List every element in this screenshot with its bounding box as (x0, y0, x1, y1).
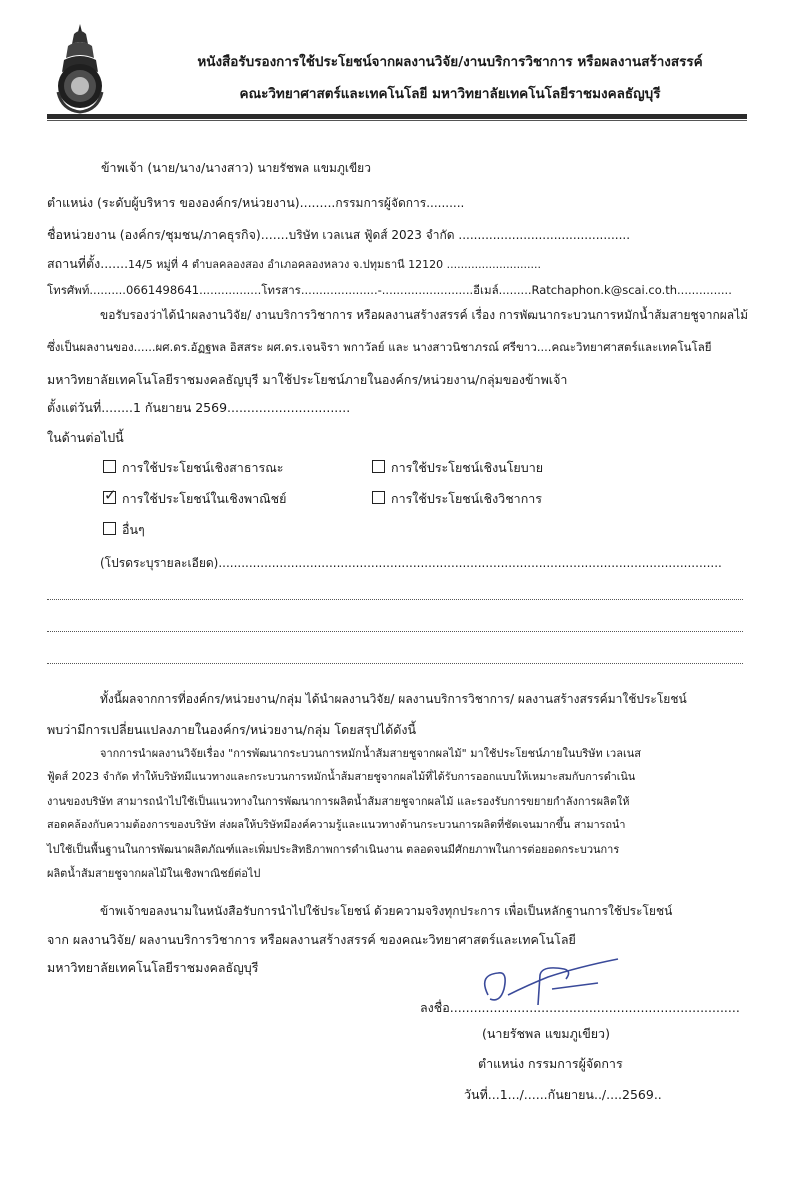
summary-body-line: ฟู้ดส์ 2023 จำกัด ทำให้บริษัทมีแนวทางและกระบวนการหมักน้ำส้มสายชูจากผลไม้ที่ได้รับการออกแบบให้เหมาะสมกับการดำเนิน (47, 770, 636, 783)
address-value[interactable]: 14/5 หมู่ที่ 4 ตำบลคลองสอง อำเภอคลองหลวง จ.ปทุมธานี 12120 ........................... (128, 258, 542, 271)
option-public-label: การใช้ประโยชน์เชิงสาธารณะ (122, 460, 284, 475)
closing-line-1: ข้าพเจ้าขอลงนามในหนังสือรับการนำไปใช้ประโยชน์ ด้วยความจริงทุกประการ เพื่อเป็นหลักฐานการใช้ประโยชน์ (100, 904, 673, 918)
summary-body-line: สอดคล้องกับความต้องการของบริษัท ส่งผลให้บริษัทมีองค์ความรู้และแนวทางด้านกระบวนการผลิตที่ชัดเจนมากขึ้น สามารถนำ (47, 818, 626, 831)
option-academic-label: การใช้ประโยชน์เชิงวิชาการ (391, 491, 543, 506)
option-policy-label: การใช้ประโยชน์เชิงนโยบาย (391, 460, 544, 475)
position-label: ตำแหน่ง (ระดับผู้บริหาร ขององค์กร/หน่วยงาน)......... (47, 195, 336, 210)
position-row (47, 193, 464, 213)
header-divider (47, 114, 747, 119)
summary-intro-2: พบว่ามีการเปลี่ยนแปลงภายในองค์กร/หน่วยงาน/กลุ่ม โดยสรุปได้ดังนี้ (47, 722, 416, 737)
name-label: ข้าพเจ้า (นาย/นาง/นางสาว) (101, 160, 254, 175)
checkbox-public[interactable] (103, 460, 116, 473)
signer-name: (นายรัชพล แขมภูเขียว) (482, 1026, 610, 1041)
summary-body-line: ผลิตน้ำส้มสายชูจากผลไม้ในเชิงพาณิชย์ต่อไป (47, 867, 261, 880)
faculty-subtitle: คณะวิทยาศาสตร์และเทคโนโลยี มหาวิทยาลัยเทคโนโลยีราชมงคลธัญบุรี (239, 86, 661, 102)
position-value[interactable]: กรรมการผู้จัดการ.......... (335, 196, 465, 210)
header-divider-thin (47, 120, 747, 121)
address-row (47, 254, 541, 274)
option-commercial[interactable] (103, 489, 287, 509)
detail-line-2[interactable] (47, 630, 743, 632)
organization-value[interactable]: บริษัท เวลเนส ฟู้ดส์ 2023 จำกัด ............................................. (288, 228, 631, 242)
checkbox-commercial-checked[interactable] (103, 491, 116, 504)
request-line-1: ขอรับรองว่าได้นำผลงานวิจัย/ งานบริการวิชาการ หรือผลงานสร้างสรรค์ เรื่อง การพัฒนากระบวนการหมักน้ำส้มสายชูจากผลไม้ (100, 308, 749, 322)
option-public[interactable] (103, 458, 284, 478)
checkbox-other[interactable] (103, 522, 116, 535)
address-label: สถานที่ตั้ง....... (47, 256, 129, 271)
detail-line-1[interactable] (47, 598, 743, 600)
closing-line-2: จาก ผลงานวิจัย/ ผลงานบริการวิชาการ หรือผลงานสร้างสรรค์ ของคณะวิทยาศาสตร์และเทคโนโลยี (47, 932, 576, 947)
usage-areas-label: ในด้านต่อไปนี้ (47, 430, 124, 445)
summary-intro-1: ทั้งนี้ผลจากการที่องค์กร/หน่วยงาน/กลุ่ม ได้นำผลงานวิจัย/ ผลงานบริการวิชาการ/ ผลงานสร้างสรรค์มาใช้ประโยชน์ (100, 692, 687, 706)
closing-line-3: มหาวิทยาลัยเทคโนโลยีราชมงคลธัญบุรี (47, 960, 259, 975)
contact-row[interactable]: โทรศัพท์..........0661498641.................โทรสาร.....................-.........................อีเมล์.........Ratchaphon.k@scai.co.th............... (47, 283, 732, 297)
summary-body-line: ไปใช้เป็นพื้นฐานในการพัฒนาผลิตภัณฑ์และเพิ่มประสิทธิภาพการดำเนินงาน ตลอดจนมีศักยภาพในการต่อยอดกระบวนการ (47, 843, 620, 856)
request-line-3: มหาวิทยาลัยเทคโนโลยีราชมงคลธัญบุรี มาใช้ประโยชน์ภายในองค์กร/หน่วยงาน/กลุ่มของข้าพเจ้า (47, 372, 568, 387)
sign-line[interactable]: ลงชื่อ......................................................................... (420, 1000, 740, 1015)
checkbox-academic[interactable] (372, 491, 385, 504)
request-line-2: ซึ่งเป็นผลงานของ......ผศ.ดร.อัฏฐพล อิสสระ ผศ.ดร.เจนจิรา พกาวัลย์ และ นางสาวนิชาภรณ์ ศรีขาว....คณะวิทยาศาสตร์และเทคโนโลยี (47, 340, 712, 354)
summary-body-line: งานของบริษัท สามารถนำไปใช้เป็นแนวทางในการพัฒนาการผลิตน้ำส้มสายชูจากผลไม้ และรองรับการขยายกำลังการผลิตให้ (47, 795, 630, 808)
summary-body-line: จากการนำผลงานวิจัยเรื่อง "การพัฒนากระบวนการหมักน้ำส้มสายชูจากผลไม้" มาใช้ประโยชน์ภายในบริษัท เวลเนส (100, 747, 641, 760)
signer-position: ตำแหน่ง กรรมการผู้จัดการ (478, 1056, 623, 1071)
detail-line-3[interactable] (47, 662, 743, 664)
name-row (101, 158, 371, 178)
checkbox-policy[interactable] (372, 460, 385, 473)
option-academic[interactable] (372, 489, 542, 509)
document-title: หนังสือรับรองการใช้ประโยชน์จากผลงานวิจัย/งานบริการวิชาการ หรือผลงานสร้างสรรค์ (197, 54, 703, 70)
university-seal-logo (52, 22, 108, 114)
start-date-row[interactable]: ตั้งแต่วันที่........1 กันยายน 2569............................... (47, 400, 351, 415)
option-policy[interactable] (372, 458, 543, 478)
detail-field[interactable]: (โปรดระบุรายละเอียด).................................................................................................................................... (100, 556, 722, 570)
sign-date[interactable]: วันที่...1.../......กันยายน../....2569.. (464, 1087, 662, 1102)
organization-row (47, 225, 630, 245)
name-value[interactable]: นายรัชพล แขมภูเขียว (257, 161, 371, 175)
organization-label: ชื่อหน่วยงาน (องค์กร/ชุมชน/ภาคธุรกิจ)....... (47, 227, 289, 242)
option-other-label: อื่นๆ (122, 522, 145, 537)
option-commercial-label: การใช้ประโยชน์ในเชิงพาณิชย์ (122, 491, 287, 506)
option-other[interactable] (103, 520, 145, 540)
